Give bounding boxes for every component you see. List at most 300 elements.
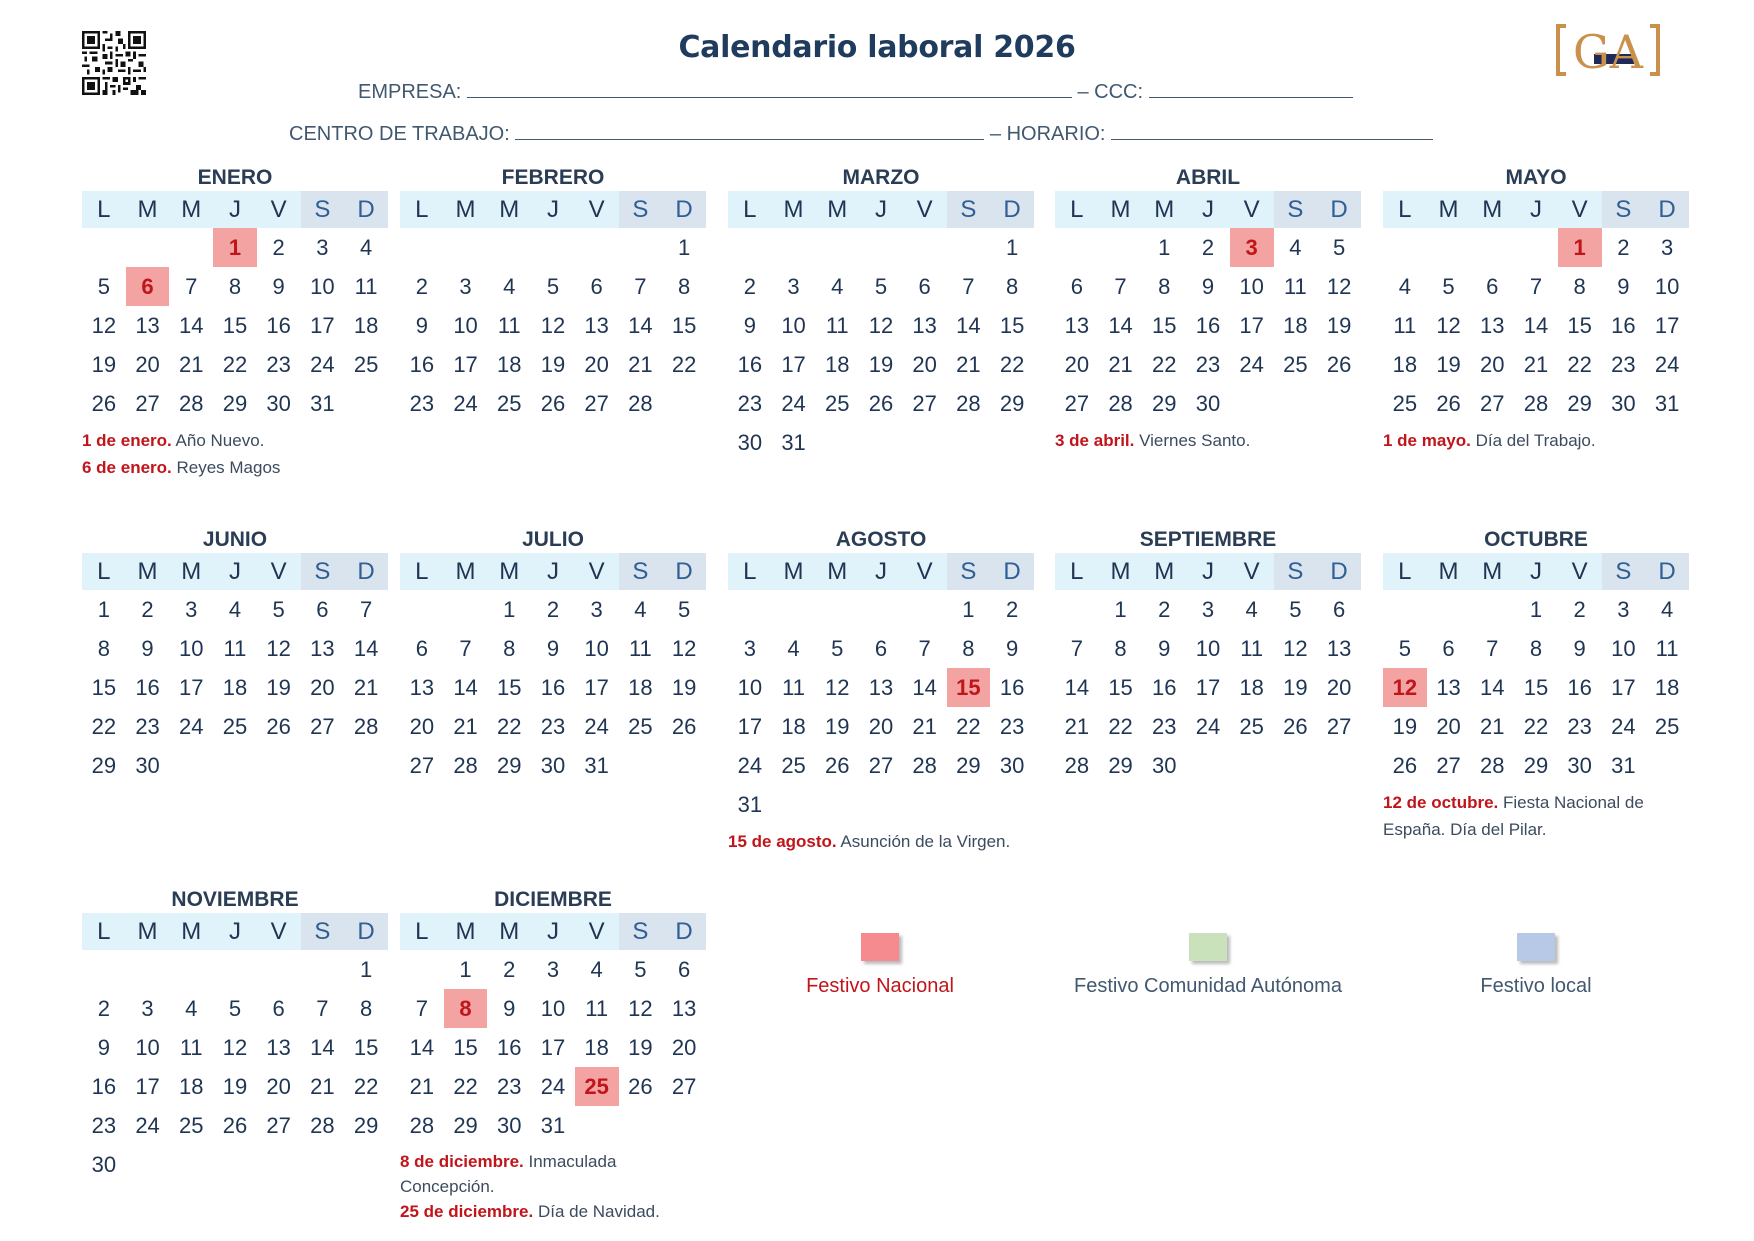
day-cell: 27 xyxy=(671,1074,697,1099)
day-cell: 28 xyxy=(956,391,981,416)
day-cell: 27 xyxy=(310,714,335,739)
day-cell: 23 xyxy=(999,714,1025,739)
weekday-label: S xyxy=(947,191,991,228)
empty-cell xyxy=(257,950,301,989)
day-cell: 1 xyxy=(962,597,975,622)
day-cell: 10 xyxy=(1239,274,1264,299)
weekday-label: L xyxy=(97,918,111,945)
day-cell: 19 xyxy=(266,675,291,700)
day-cell: 11 xyxy=(179,1035,203,1060)
festivo-nacional-swatch xyxy=(861,933,899,961)
day-cell: 21 xyxy=(628,352,653,377)
day-cell: 3 xyxy=(1617,597,1630,622)
holiday-cell: 1 xyxy=(1558,228,1602,267)
day-cell: 6 xyxy=(677,957,691,982)
weekday-label: S xyxy=(619,191,663,228)
weekday-label: S xyxy=(301,913,345,950)
day-cell: 20 xyxy=(1326,675,1352,700)
weekday-label: V xyxy=(270,558,287,585)
day-cell: 8 xyxy=(503,636,516,661)
day-cell: 12 xyxy=(266,636,291,661)
day-cell: 16 xyxy=(409,352,435,377)
weekday-label: J xyxy=(228,558,241,585)
day-cell: 13 xyxy=(1436,675,1461,700)
empty-cell xyxy=(772,590,816,629)
empty-cell xyxy=(531,228,575,267)
day-cell: 18 xyxy=(353,313,379,338)
day-cell: 20 xyxy=(1436,714,1461,739)
day-cell: 27 xyxy=(912,391,937,416)
month-name: NOVIEMBRE xyxy=(171,888,299,911)
logo-text: GA xyxy=(1573,25,1643,79)
weekday-label: D xyxy=(662,553,706,590)
centro-field[interactable] xyxy=(515,123,984,140)
day-cell: 2 xyxy=(415,274,428,299)
day-cell: 16 xyxy=(497,1035,522,1060)
festivo-local-label: Festivo local xyxy=(1480,975,1592,997)
weekday-label: S xyxy=(619,913,663,950)
day-cell: 21 xyxy=(956,352,981,377)
day-cell: 7 xyxy=(185,274,198,299)
day-grid xyxy=(1383,228,1689,423)
holiday-note-text: Día del Trabajo. xyxy=(1470,431,1596,450)
day-cell: 31 xyxy=(540,1113,566,1138)
day-cell: 18 xyxy=(628,675,653,700)
day-cell: 7 xyxy=(1114,274,1127,299)
day-cell: 5 xyxy=(1442,274,1455,299)
day-cell: 13 xyxy=(1480,313,1505,338)
day-cell: 13 xyxy=(1064,313,1090,338)
day-cell: 7 xyxy=(359,597,373,622)
weekday-label: J xyxy=(228,196,241,223)
day-cell: 5 xyxy=(831,636,844,661)
day-cell: 10 xyxy=(1611,636,1636,661)
weekday-label: J xyxy=(546,196,559,223)
day-cell: 2 xyxy=(272,235,285,260)
day-cell: 11 xyxy=(628,636,652,661)
day-cell: 13 xyxy=(1326,636,1352,661)
holiday-note-text: Reyes Magos xyxy=(171,458,281,477)
weekday-label: M xyxy=(499,196,520,223)
day-cell: 2 xyxy=(1573,597,1586,622)
day-cell: 21 xyxy=(1108,352,1133,377)
day-cell: 4 xyxy=(1398,274,1411,299)
holiday-cell: 6 xyxy=(126,267,170,306)
day-cell: 14 xyxy=(1480,675,1505,700)
day-cell: 23 xyxy=(91,1113,117,1138)
weekday-label: V xyxy=(1571,196,1588,223)
day-cell: 18 xyxy=(825,352,850,377)
day-cell: 24 xyxy=(179,714,204,739)
day-cell: 22 xyxy=(222,352,248,377)
day-cell: 21 xyxy=(912,714,937,739)
month-name: JULIO xyxy=(522,528,584,551)
day-cell: 22 xyxy=(1567,352,1592,377)
day-cell: 6 xyxy=(1332,597,1346,622)
day-cell: 12 xyxy=(1326,274,1352,299)
day-cell: 2 xyxy=(1201,235,1215,260)
day-cell: 13 xyxy=(912,313,937,338)
weekday-label: M xyxy=(783,558,804,585)
day-cell: 5 xyxy=(634,957,647,982)
weekday-label: V xyxy=(588,558,605,585)
day-cell: 4 xyxy=(1289,235,1302,260)
weekday-label: D xyxy=(1645,191,1689,228)
empresa-line xyxy=(358,81,1353,104)
month-name: FEBRERO xyxy=(501,166,605,189)
day-cell: 6 xyxy=(272,996,285,1021)
day-cell: 28 xyxy=(628,391,653,416)
day-cell: 26 xyxy=(1326,352,1352,377)
day-cell: 25 xyxy=(825,391,850,416)
weekday-label: M xyxy=(137,196,158,223)
holiday-notes xyxy=(400,1149,706,1224)
day-cell: 22 xyxy=(91,714,117,739)
weekday-label: M xyxy=(137,558,158,585)
day-cell: 16 xyxy=(266,313,291,338)
day-cell: 11 xyxy=(1655,636,1679,661)
day-cell: 28 xyxy=(1523,391,1549,416)
day-cell: 11 xyxy=(585,996,609,1021)
day-cell: 18 xyxy=(584,1035,609,1060)
day-cell: 2 xyxy=(1617,235,1630,260)
day-cell: 18 xyxy=(179,1074,204,1099)
day-cell: 12 xyxy=(222,1035,248,1060)
day-grid xyxy=(728,590,1034,824)
weekday-label: J xyxy=(874,196,887,223)
day-cell: 12 xyxy=(825,675,850,700)
day-cell: 6 xyxy=(316,597,329,622)
day-cell: 18 xyxy=(1283,313,1308,338)
weekday-label: D xyxy=(1317,191,1361,228)
day-cell: 23 xyxy=(1152,714,1177,739)
day-cell: 21 xyxy=(409,1074,435,1099)
day-cell: 27 xyxy=(1436,753,1461,778)
weekday-label: M xyxy=(499,558,520,585)
holiday-note xyxy=(1383,427,1689,454)
day-cell: 4 xyxy=(359,235,373,260)
month-name: ABRIL xyxy=(1175,166,1241,189)
day-cell: 8 xyxy=(1158,274,1171,299)
day-cell: 24 xyxy=(1195,714,1221,739)
day-cell: 18 xyxy=(1654,675,1680,700)
day-cell: 21 xyxy=(1064,714,1090,739)
day-cell: 10 xyxy=(310,274,335,299)
weekday-label: M xyxy=(455,196,476,223)
weekday-header-row xyxy=(82,191,388,228)
empty-cell xyxy=(619,228,663,267)
weekday-label: L xyxy=(1398,196,1412,223)
empty-cell xyxy=(126,950,170,989)
empty-cell xyxy=(815,590,859,629)
day-cell: 8 xyxy=(1005,274,1019,299)
month-block xyxy=(400,165,706,423)
day-cell: 13 xyxy=(868,675,894,700)
day-cell: 9 xyxy=(141,636,154,661)
weekday-label: M xyxy=(1482,558,1503,585)
empresa-field[interactable] xyxy=(467,81,1072,98)
weekday-label: M xyxy=(181,196,202,223)
day-cell: 7 xyxy=(1529,274,1543,299)
weekday-label: D xyxy=(344,191,388,228)
day-cell: 3 xyxy=(316,235,329,260)
festivo-nacional-label: Festivo Nacional xyxy=(806,975,954,997)
weekday-label: L xyxy=(1070,196,1084,223)
day-cell: 24 xyxy=(135,1113,160,1138)
day-cell: 29 xyxy=(999,391,1025,416)
day-cell: 13 xyxy=(135,313,160,338)
day-cell: 30 xyxy=(91,1152,117,1177)
day-cell: 20 xyxy=(266,1074,291,1099)
month-block xyxy=(82,165,388,481)
day-cell: 28 xyxy=(1108,391,1133,416)
month-block xyxy=(1383,527,1689,843)
day-cell: 4 xyxy=(228,597,242,622)
day-cell: 28 xyxy=(179,391,204,416)
day-cell: 24 xyxy=(1611,714,1636,739)
day-cell: 31 xyxy=(584,753,609,778)
day-cell: 23 xyxy=(497,1074,522,1099)
empty-cell xyxy=(400,228,444,267)
day-cell: 27 xyxy=(135,391,160,416)
holiday-notes xyxy=(1383,789,1689,843)
holiday-notes xyxy=(82,427,388,481)
weekday-label: M xyxy=(137,918,158,945)
day-cell: 6 xyxy=(918,274,931,299)
day-cell: 2 xyxy=(743,274,756,299)
month-block xyxy=(82,527,388,785)
empty-cell xyxy=(487,228,531,267)
weekday-label: D xyxy=(1317,553,1361,590)
weekday-label: D xyxy=(662,913,706,950)
day-cell: 21 xyxy=(179,352,204,377)
weekday-header-row xyxy=(1383,191,1689,228)
weekday-label: J xyxy=(546,918,559,945)
holiday-note xyxy=(82,454,388,481)
day-cell: 20 xyxy=(868,714,894,739)
day-cell: 1 xyxy=(359,957,373,982)
festivo-comunidad-label: Festivo Comunidad Autónoma xyxy=(1074,975,1342,997)
day-cell: 27 xyxy=(868,753,894,778)
weekday-label: D xyxy=(1645,553,1689,590)
weekday-label: J xyxy=(546,558,559,585)
empty-cell xyxy=(575,228,619,267)
day-cell: 22 xyxy=(1108,714,1133,739)
ccc-field[interactable] xyxy=(1149,81,1353,98)
day-cell: 1 xyxy=(503,597,516,622)
month-name: MAYO xyxy=(1505,166,1567,189)
holiday-cell: 15 xyxy=(947,668,991,707)
day-cell: 13 xyxy=(409,675,435,700)
day-cell: 14 xyxy=(310,1035,335,1060)
day-cell: 20 xyxy=(1480,352,1505,377)
day-grid xyxy=(1055,228,1361,423)
day-cell: 26 xyxy=(825,753,850,778)
day-cell: 19 xyxy=(671,675,697,700)
weekday-label: M xyxy=(1110,196,1131,223)
day-cell: 9 xyxy=(1158,636,1171,661)
day-cell: 17 xyxy=(540,1035,566,1060)
day-cell: 24 xyxy=(781,391,806,416)
month-block xyxy=(1055,527,1361,785)
day-cell: 9 xyxy=(1005,636,1019,661)
day-cell: 9 xyxy=(272,274,285,299)
weekday-label: D xyxy=(990,553,1034,590)
day-cell: 7 xyxy=(1486,636,1499,661)
day-cell: 16 xyxy=(540,675,566,700)
day-grid xyxy=(82,950,388,1184)
weekday-label: J xyxy=(1201,558,1214,585)
day-cell: 24 xyxy=(584,714,609,739)
weekday-label: S xyxy=(1602,553,1646,590)
holiday-note-date: 6 de enero. xyxy=(82,458,172,477)
weekday-header-row xyxy=(82,913,388,950)
day-cell: 26 xyxy=(868,391,894,416)
day-grid xyxy=(1055,590,1361,785)
day-cell: 13 xyxy=(310,636,335,661)
month-block xyxy=(1383,165,1689,454)
day-cell: 14 xyxy=(453,675,478,700)
day-cell: 5 xyxy=(677,597,691,622)
day-cell: 24 xyxy=(310,352,335,377)
ccc-label: – CCC: xyxy=(1077,81,1144,103)
day-cell: 13 xyxy=(671,996,697,1021)
holiday-note-text: Año Nuevo. xyxy=(171,431,265,450)
day-cell: 29 xyxy=(91,753,117,778)
legend-festivo-nacional xyxy=(700,933,1060,998)
day-cell: 26 xyxy=(266,714,291,739)
day-grid xyxy=(400,950,706,1145)
weekday-label: V xyxy=(1571,558,1588,585)
day-cell: 25 xyxy=(781,753,806,778)
weekday-label: L xyxy=(1070,558,1084,585)
holiday-cell: 3 xyxy=(1230,228,1274,267)
holiday-cell: 1 xyxy=(213,228,257,267)
day-cell: 2 xyxy=(546,597,560,622)
weekday-label: D xyxy=(662,191,706,228)
day-cell: 3 xyxy=(1201,597,1215,622)
day-cell: 26 xyxy=(1283,714,1308,739)
weekday-label: M xyxy=(1154,196,1175,223)
day-cell: 20 xyxy=(1064,352,1090,377)
day-cell: 7 xyxy=(1070,636,1083,661)
month-block xyxy=(400,527,706,785)
weekday-label: S xyxy=(301,553,345,590)
weekday-label: J xyxy=(874,558,887,585)
empty-cell xyxy=(444,228,488,267)
weekday-label: M xyxy=(455,558,476,585)
day-cell: 29 xyxy=(956,753,981,778)
day-cell: 10 xyxy=(540,996,566,1021)
day-cell: 4 xyxy=(185,996,198,1021)
day-cell: 25 xyxy=(628,714,653,739)
weekday-label: M xyxy=(1110,558,1131,585)
day-cell: 17 xyxy=(737,714,763,739)
day-cell: 16 xyxy=(999,675,1025,700)
day-grid xyxy=(82,590,388,785)
weekday-label: J xyxy=(1529,558,1542,585)
day-cell: 5 xyxy=(1332,235,1346,260)
holiday-notes xyxy=(1055,427,1361,454)
holiday-note-date: 25 de diciembre. xyxy=(400,1202,534,1221)
day-cell: 17 xyxy=(1611,675,1636,700)
holiday-cell: 25 xyxy=(575,1067,619,1106)
day-cell: 12 xyxy=(91,313,117,338)
weekday-label: L xyxy=(743,558,757,585)
day-cell: 15 xyxy=(1567,313,1592,338)
day-cell: 20 xyxy=(310,675,335,700)
weekday-label: J xyxy=(1529,196,1542,223)
day-cell: 4 xyxy=(590,957,603,982)
weekday-label: M xyxy=(181,918,202,945)
day-cell: 17 xyxy=(1239,313,1264,338)
weekday-label: M xyxy=(827,558,848,585)
day-cell: 22 xyxy=(671,352,697,377)
day-cell: 30 xyxy=(1195,391,1221,416)
day-cell: 20 xyxy=(912,352,937,377)
day-cell: 15 xyxy=(497,675,522,700)
day-cell: 7 xyxy=(459,636,472,661)
day-cell: 15 xyxy=(1523,675,1549,700)
day-cell: 27 xyxy=(1064,391,1090,416)
day-cell: 25 xyxy=(497,391,522,416)
holiday-note-date: 8 de diciembre. xyxy=(400,1152,524,1171)
day-cell: 1 xyxy=(1005,235,1019,260)
weekday-header-row xyxy=(1383,553,1689,590)
weekday-label: D xyxy=(990,191,1034,228)
day-cell: 8 xyxy=(228,274,242,299)
day-cell: 11 xyxy=(1393,313,1417,338)
day-grid xyxy=(82,228,388,423)
day-cell: 11 xyxy=(223,636,247,661)
day-cell: 16 xyxy=(1195,313,1221,338)
day-cell: 15 xyxy=(671,313,697,338)
weekday-label: V xyxy=(916,196,933,223)
day-cell: 19 xyxy=(1283,675,1308,700)
empty-cell xyxy=(1055,590,1099,629)
day-cell: 3 xyxy=(459,274,472,299)
day-cell: 19 xyxy=(868,352,894,377)
day-cell: 2 xyxy=(1158,597,1171,622)
day-cell: 2 xyxy=(1005,597,1019,622)
day-cell: 6 xyxy=(1070,274,1083,299)
holiday-notes xyxy=(728,828,1034,855)
day-cell: 17 xyxy=(310,313,335,338)
weekday-label: S xyxy=(619,553,663,590)
empty-cell xyxy=(772,228,816,267)
day-cell: 18 xyxy=(1239,675,1264,700)
day-cell: 10 xyxy=(584,636,609,661)
day-cell: 19 xyxy=(628,1035,653,1060)
weekday-label: S xyxy=(301,191,345,228)
day-cell: 19 xyxy=(1436,352,1461,377)
day-cell: 15 xyxy=(1152,313,1177,338)
day-cell: 3 xyxy=(546,957,560,982)
day-cell: 26 xyxy=(671,714,697,739)
weekday-label: M xyxy=(499,918,520,945)
holiday-note xyxy=(1055,427,1361,454)
holiday-note-date: 12 de octubre. xyxy=(1383,793,1499,812)
day-cell: 19 xyxy=(825,714,850,739)
day-cell: 26 xyxy=(91,391,117,416)
month-name: JUNIO xyxy=(202,528,268,551)
horario-field[interactable] xyxy=(1111,123,1433,140)
month-block xyxy=(400,887,706,1224)
festivo-comunidad-swatch xyxy=(1189,933,1227,961)
day-cell: 16 xyxy=(91,1074,117,1099)
empty-cell xyxy=(1099,228,1143,267)
day-cell: 12 xyxy=(671,636,697,661)
